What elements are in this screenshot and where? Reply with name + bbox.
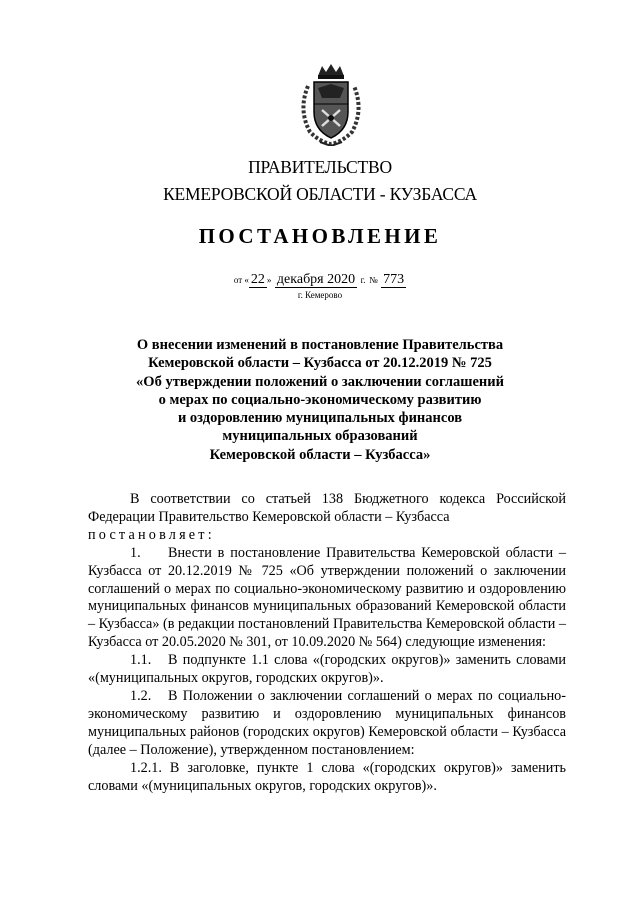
intro-paragraph: В соответствии со статьей 138 Бюджетного кодекса Российской Федерации Правительство Кемеровской области – Кузбасса: [88, 491, 566, 525]
title-line: Кемеровской области – Кузбасса»: [209, 446, 431, 463]
paragraph-text: В Положении о заключении соглашений о мерах по социально-экономическому развитию и оздоровлению муниципальных финансов муниципальных районов (городских округов) Кемеровской области – Кузбасса (далее – Положение), утвержденном постановлением:: [88, 687, 566, 758]
date-from: от «: [233, 275, 249, 285]
paragraph-text: В подпункте 1.1 слова «(городских округов)» заменить словами «(муниципальных округов, городских округов)».: [88, 652, 566, 687]
city: г. Кемерово: [297, 290, 343, 300]
document-number: 773: [383, 272, 405, 287]
title-line: Кемеровской области – Кузбасса от 20.12.2019 № 725: [148, 355, 492, 372]
date-line: [0, 272, 640, 288]
document-type: ПОСТАНОВЛЕНИЕ: [198, 224, 442, 248]
date-mid: »: [266, 275, 272, 285]
government-name-line1: ПРАВИТЕЛЬСТВО: [248, 157, 392, 177]
title-line: «Об утверждении положений о заключении соглашений: [136, 373, 504, 390]
paragraph-number: 1.1.: [130, 652, 152, 669]
document-title: [80, 336, 560, 464]
paragraph-text: Внести в постановление Правительства Кемеровской области – Кузбасса от 20.12.2019 № 725 «Об утверждении положений о заключении соглашений о мерах по социально-экономическому развитию и оздоровлению муниципальных финансов муниципальных образований Кемеровской области – Кузбасса» (в редакции постановлений Правительства Кемеровской области – Кузбасса от 20.05.2020 № 301, от 10.09.2020 № 564) следующие изменения:: [88, 544, 566, 651]
paragraph-number: 1.2.: [130, 687, 152, 704]
government-name-line2: КЕМЕРОВСКОЙ ОБЛАСТИ - КУЗБАССА: [163, 184, 477, 204]
document-body: [88, 491, 566, 795]
title-line: о мерах по социально-экономическому развитию: [158, 391, 482, 408]
title-line: муниципальных образований: [222, 428, 418, 445]
paragraph-1-2-1: 1.2.1. В заголовке, пункте 1 слова «(городских округов)» заменить словами «(муниципальных округов, городских округов)».: [88, 759, 566, 794]
paragraph-1: [88, 545, 566, 652]
number-label: №: [369, 275, 378, 285]
date-year-suffix: г.: [360, 275, 366, 285]
paragraph-number: 1.: [130, 544, 141, 561]
paragraph-1-1: [88, 652, 566, 688]
date-day: 22: [250, 272, 265, 287]
decree-word: постановляет:: [88, 526, 215, 543]
title-line: и оздоровлению муниципальных финансов: [177, 410, 463, 427]
paragraph-1-2: [88, 688, 566, 760]
coat-of-arms-emblem: [296, 62, 366, 146]
title-line: О внесении изменений в постановление Правительства: [136, 337, 504, 353]
date-month-year: декабря 2020: [276, 272, 356, 287]
